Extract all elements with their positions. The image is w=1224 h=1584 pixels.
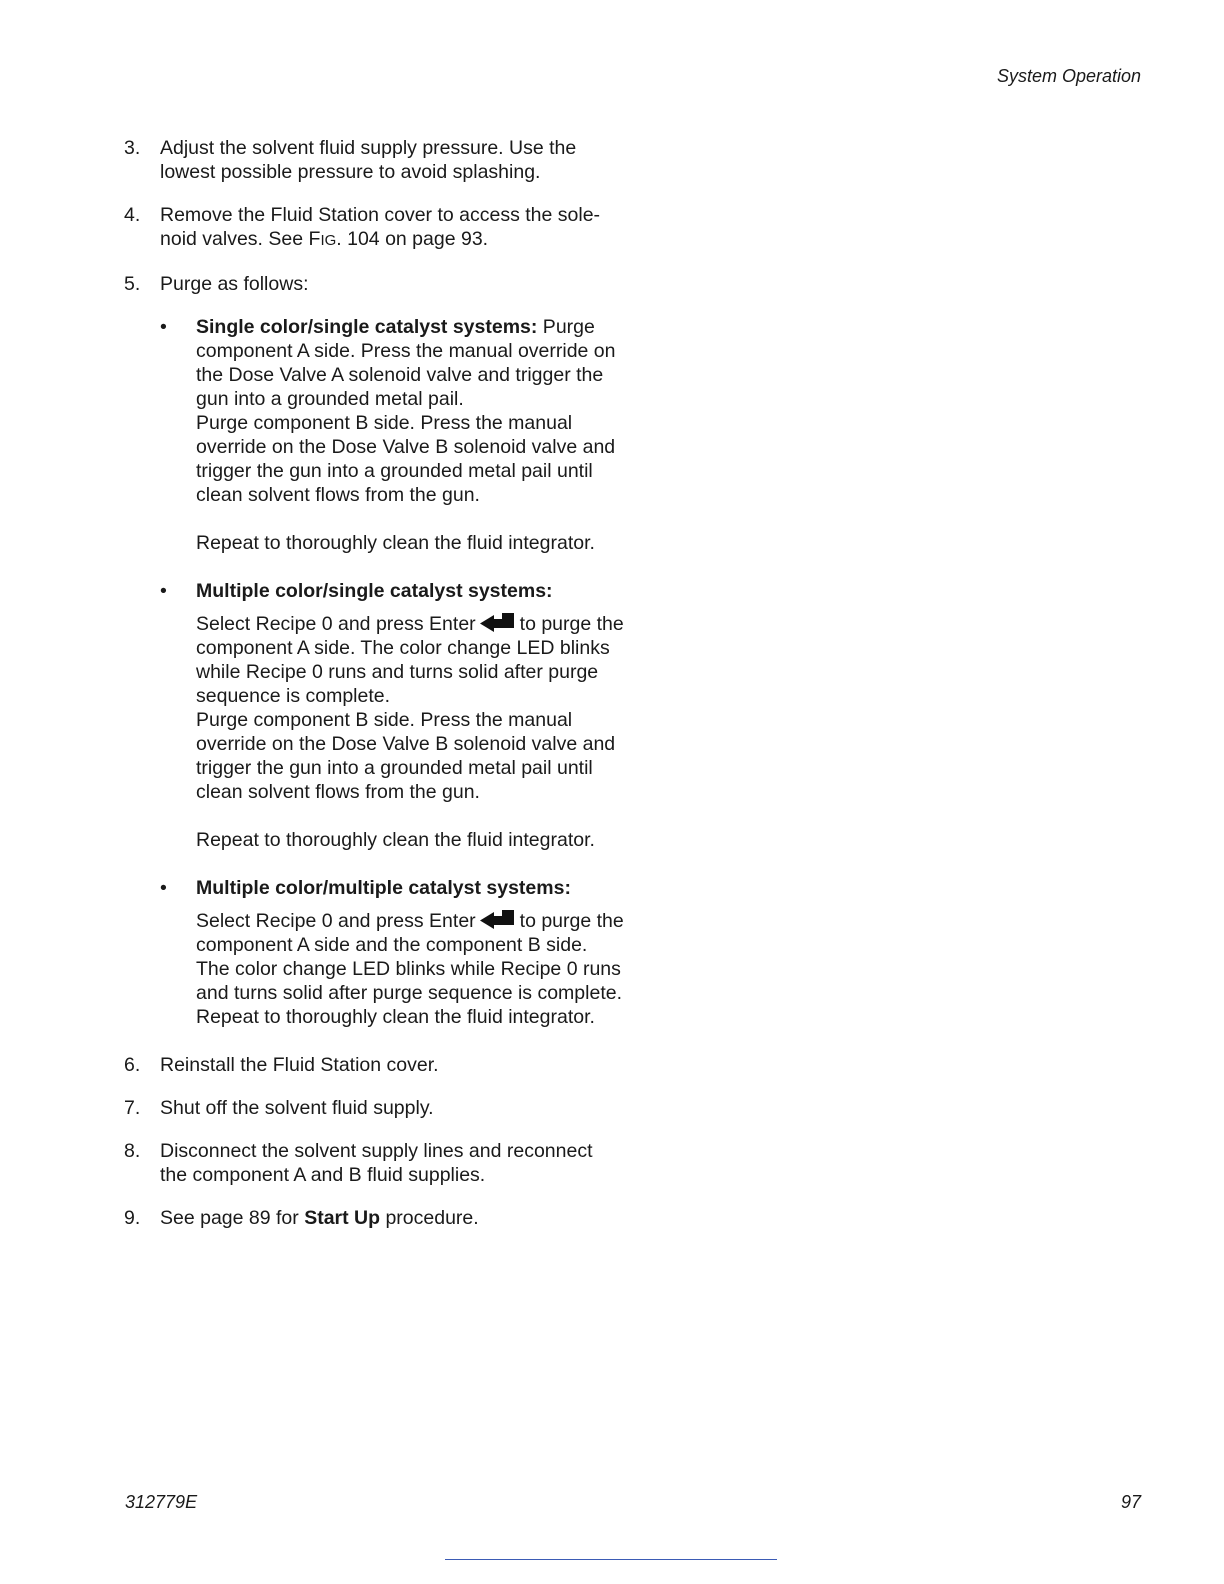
step-7 [124,1096,624,1120]
page-header: System Operation [996,66,1141,86]
bullet-title: Multiple color/multiple catalyst systems: [196,877,571,899]
step-number: 9. [124,1207,141,1229]
bullet-text: Repeat to thoroughly clean the fluid integrator. [196,532,595,554]
step-number: 4. [124,204,141,226]
step-8 [124,1139,624,1187]
step-number: 8. [124,1140,141,1162]
purge-options [160,315,624,1029]
step-text: Disconnect the solvent supply lines and reconnect the component A and B fluid supplies. [160,1140,593,1186]
enter-key-icon [480,910,516,929]
step-text-end: . 104 on page 93. [336,228,489,250]
step-number: 7. [124,1097,141,1119]
bullet-text: to purge the component A side and the component B side. The color change LED blinks while Recipe 0 runs and turns solid after purge sequence is complete. [196,910,624,1004]
document-number: 312779E [125,1492,198,1512]
start-up-reference: Start Up [304,1207,381,1229]
bullet-text: Purge component B side. Press the manual override on the Dose Valve B solenoid valve and trigger the gun into a grounded metal pail until clean solvent flows from the gun. [196,412,616,506]
step-text: Purge as follows: [160,273,309,295]
bullet-multi-color-single-catalyst [160,579,624,852]
instruction-list [124,136,624,1249]
bullet-text: Select Recipe 0 and press Enter [196,910,476,932]
step-9 [124,1206,624,1230]
step-text: Adjust the solvent fluid supply pressure. Use the lowest possible pressure to avoid splashing. [160,137,577,183]
step-number: 5. [124,273,141,295]
enter-key-icon [480,613,516,632]
bullet-text: Repeat to thoroughly clean the fluid integrator. [196,829,595,851]
step-5 [124,272,624,1029]
bullet-title: Single color/single catalyst systems: [196,316,538,338]
step-4 [124,203,624,253]
step-text: Shut off the solvent fluid supply. [160,1097,434,1119]
bullet-text: Repeat to thoroughly clean the fluid integrator. [196,1006,595,1028]
step-3 [124,136,624,184]
footer-divider [445,1559,777,1560]
step-number: 3. [124,137,141,159]
bullet-title: Multiple color/single catalyst systems: [196,580,553,602]
page-number: 97 [1120,1492,1141,1512]
bullet-dot: • [160,877,167,899]
step-6 [124,1053,624,1077]
bullet-single-color [160,315,624,555]
bullet-text: Select Recipe 0 and press Enter [196,613,476,635]
step-text-end: procedure. [380,1207,479,1229]
step-text: Reinstall the Fluid Station cover. [160,1054,439,1076]
step-text: See page 89 for [160,1207,305,1229]
fig-ref-f: F [308,228,321,250]
bullet-text: Purge component B side. Press the manual override on the Dose Valve B solenoid valve and trigger the gun into a grounded metal pail until clean solvent flows from the gun. [196,709,616,803]
bullet-multi-color-multi-catalyst [160,876,624,1029]
bullet-text: to purge the component A side. The color change LED blinks while Recipe 0 runs and turns solid after purge sequence is complete. [196,613,624,707]
step-text: Remove the Fluid Station cover to access the sole-noid valves. See [160,204,601,250]
bullet-dot: • [160,580,167,602]
bullet-text: Purge component A side. Press the manual override on the Dose Valve A solenoid valve and trigger the gun into a grounded metal pail. [196,316,616,410]
fig-ref-ig: IG [320,232,337,249]
bullet-dot: • [160,316,167,338]
step-number: 6. [124,1054,141,1076]
